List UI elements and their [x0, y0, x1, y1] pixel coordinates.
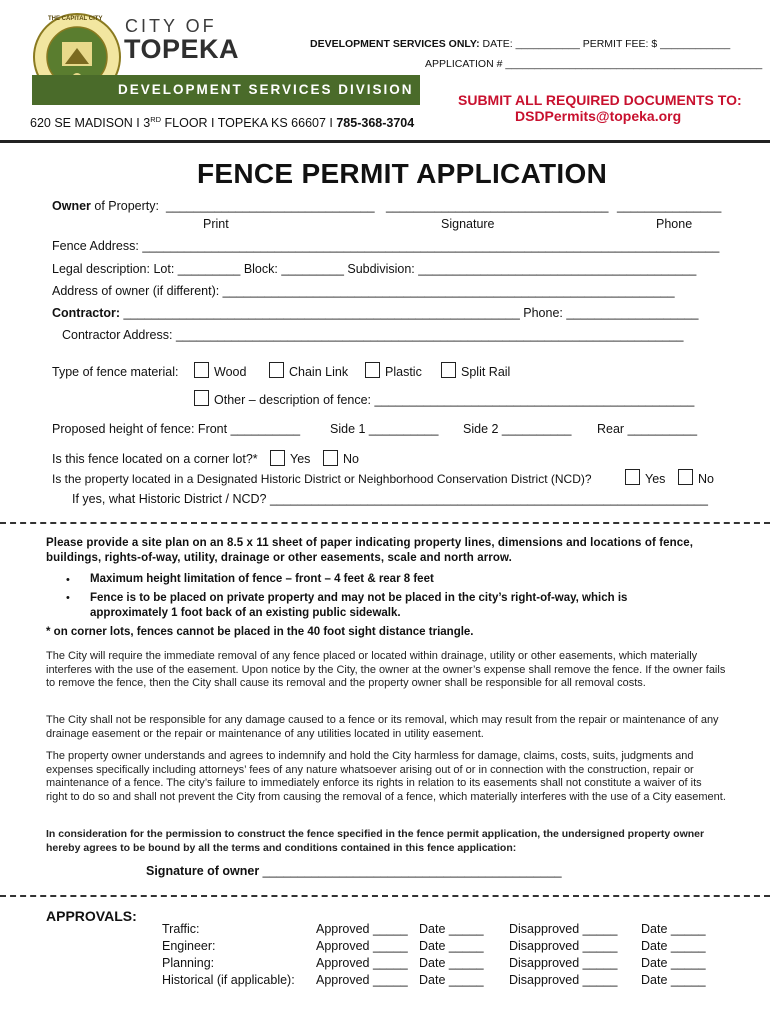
damage-paragraph: The City shall not be responsible for any damage caused to a fence or its removal, which may result from the repair or maintenance of any drainage easement or the repair or maintenance of any utilities located in utility easement. [46, 714, 719, 740]
dev-services-only-line: DEVELOPMENT SERVICES ONLY: DATE: ___________ PERMIT FEE: $ ____________ [310, 38, 731, 50]
topeka-text: TOPEKA [124, 34, 240, 64]
historic-yes-label: Yes [645, 472, 666, 486]
form-title: FENCE PERMIT APPLICATION [197, 158, 608, 189]
seal-top-text: THE CAPITAL CITY [48, 16, 103, 22]
disapproved-date-field[interactable]: Date _____ [641, 922, 706, 936]
owner-signature-field[interactable]: ________________________________ [386, 199, 609, 213]
legal-description-field[interactable]: Legal description: Lot: _________ Block: _________ Subdivision: ________________________________________ [52, 262, 697, 276]
height-front-field[interactable]: Proposed height of fence: Front __________ [52, 422, 301, 436]
print-caption: Print [203, 217, 229, 231]
owner-address-field[interactable]: Address of owner (if different): _________________________________________________________________ [52, 284, 675, 298]
approvals-divider [0, 895, 770, 897]
approval-dept: Engineer: [162, 939, 216, 953]
application-number-line: APPLICATION # ____________________________________________ [425, 58, 763, 70]
approval-row [0, 956, 770, 973]
owner-print-field[interactable]: ______________________________ [166, 199, 375, 213]
site-plan-instructions: Please provide a site plan on an 8.5 x 11 sheet of paper indicating property lines, dimensions and locations of fence, buildings, rights-of-way, utility, drainage or other easements, scale and north arrow. [46, 537, 694, 564]
approved-field[interactable]: Approved _____ [316, 956, 408, 970]
city-of-text: CITY OF [125, 16, 217, 36]
historic-no-label: No [698, 472, 714, 486]
fence-address-field[interactable]: Fence Address: ___________________________________________________________________________________ [52, 239, 720, 253]
wood-checkbox[interactable] [194, 362, 209, 378]
header-divider [0, 140, 770, 143]
split-rail-label: Split Rail [461, 365, 511, 379]
owner-signature-line[interactable]: Signature of owner ___________________________________________ [146, 864, 562, 878]
corner-no-checkbox[interactable] [323, 450, 338, 466]
owner-phone-field[interactable]: _______________ [617, 199, 722, 213]
wood-label: Wood [214, 365, 247, 379]
historic-district-question: Is the property located in a Designated Historic District or Neighborhood Conservation District (NCD)? [52, 472, 592, 486]
approved-date-field[interactable]: Date _____ [419, 922, 484, 936]
bullet-marker: • [66, 574, 70, 586]
plastic-label: Plastic [385, 365, 422, 379]
contractor-line[interactable]: Contractor: _________________________________________________________ Phone: ___________________ [52, 306, 699, 320]
owner-line: Owner of Property: [52, 199, 159, 213]
approval-dept: Historical (if applicable): [162, 973, 295, 987]
corner-lot-question: Is this fence located on a corner lot?* [52, 452, 258, 466]
signature-caption: Signature [441, 217, 495, 231]
approved-date-field[interactable]: Date _____ [419, 973, 484, 987]
approved-field[interactable]: Approved _____ [316, 922, 408, 936]
approval-row [0, 939, 770, 956]
corner-yes-checkbox[interactable] [270, 450, 285, 466]
height-rear-field[interactable]: Rear __________ [597, 422, 698, 436]
division-text: DEVELOPMENT SERVICES DIVISION [118, 82, 414, 97]
submit-title: SUBMIT ALL REQUIRED DOCUMENTS TO: [458, 92, 742, 108]
approval-row [0, 922, 770, 939]
disapproved-date-field[interactable]: Date _____ [641, 956, 706, 970]
removal-paragraph: The City will require the immediate removal of any fence placed or located within drainage, utility or other easements, which materially interferes with the use of the easement. Upon notice by the City, the owner at the owner’s expense shall remove the fence. If the owner fails to remove the fence, then the City shall cause its removal and the property owner shall be responsible for all removal costs. [46, 650, 726, 690]
height-side2-field[interactable]: Side 2 __________ [463, 422, 572, 436]
division-address: 620 SE MADISON I 3RD FLOOR I TOPEKA KS 66607 I 785-368-3704 [30, 115, 415, 131]
height-limit-bullet: Maximum height limitation of fence – front – 4 feet & rear 8 feet [90, 573, 434, 585]
indemnify-paragraph: The property owner understands and agrees to indemnify and hold the City harmless for damage, claims, costs, suits, judgments and expenses specifically including attorneys’ fees of any nature whatsoever arising out of or in connection with the construction, repair or maintenance of a fence. The city’s failure to immediately enforce its rights in relation to its easements shall not constitute a waiver of its right to do so and shall not prevent the City from causing the removal of a fence, which materially interferes with the use of a City easement. [46, 750, 726, 803]
approvals-title: APPROVALS: [46, 908, 137, 924]
approval-dept: Planning: [162, 956, 215, 970]
height-side1-field[interactable]: Side 1 __________ [330, 422, 439, 436]
private-property-bullet: Fence is to be placed on private property and may not be placed in the city’s right-of-way, which is approximately 1 foot back of an existing public sidewalk. [90, 592, 628, 619]
approved-field[interactable]: Approved _____ [316, 939, 408, 953]
historic-district-name-field[interactable]: If yes, what Historic District / NCD? _______________________________________________________________ [72, 492, 708, 506]
approval-row [0, 973, 770, 990]
plastic-checkbox[interactable] [365, 362, 380, 378]
consideration-paragraph: In consideration for the permission to construct the fence specified in the fence permit application, the undersigned property owner hereby agrees to be bound by all the terms and conditions contained in this fence application: [46, 828, 705, 854]
historic-yes-checkbox[interactable] [625, 469, 640, 485]
section-divider [0, 522, 770, 524]
corner-lot-note: * on corner lots, fences cannot be placed in the 40 foot sight distance triangle. [46, 626, 474, 638]
split-rail-checkbox[interactable] [441, 362, 456, 378]
approval-dept: Traffic: [162, 922, 200, 936]
disapproved-field[interactable]: Disapproved _____ [509, 956, 618, 970]
approved-date-field[interactable]: Date _____ [419, 956, 484, 970]
disapproved-field[interactable]: Disapproved _____ [509, 922, 618, 936]
corner-yes-label: Yes [290, 452, 311, 466]
historic-no-checkbox[interactable] [678, 469, 693, 485]
disapproved-field[interactable]: Disapproved _____ [509, 973, 618, 987]
approved-field[interactable]: Approved _____ [316, 973, 408, 987]
division-banner [32, 75, 420, 105]
approved-date-field[interactable]: Date _____ [419, 939, 484, 953]
other-checkbox[interactable] [194, 390, 209, 406]
chain-link-label: Chain Link [289, 365, 349, 379]
contractor-address-field[interactable]: Contractor Address: _________________________________________________________________________ [62, 328, 684, 342]
corner-no-label: No [343, 452, 359, 466]
disapproved-date-field[interactable]: Date _____ [641, 939, 706, 953]
bullet-marker: • [66, 592, 70, 604]
fence-material-label: Type of fence material: [52, 365, 179, 379]
other-description-field[interactable]: Other – description of fence: ______________________________________________ [214, 393, 695, 407]
chain-link-checkbox[interactable] [269, 362, 284, 378]
submit-email: DSDPermits@topeka.org [515, 108, 682, 124]
phone-caption: Phone [656, 217, 693, 231]
disapproved-field[interactable]: Disapproved _____ [509, 939, 618, 953]
disapproved-date-field[interactable]: Date _____ [641, 973, 706, 987]
